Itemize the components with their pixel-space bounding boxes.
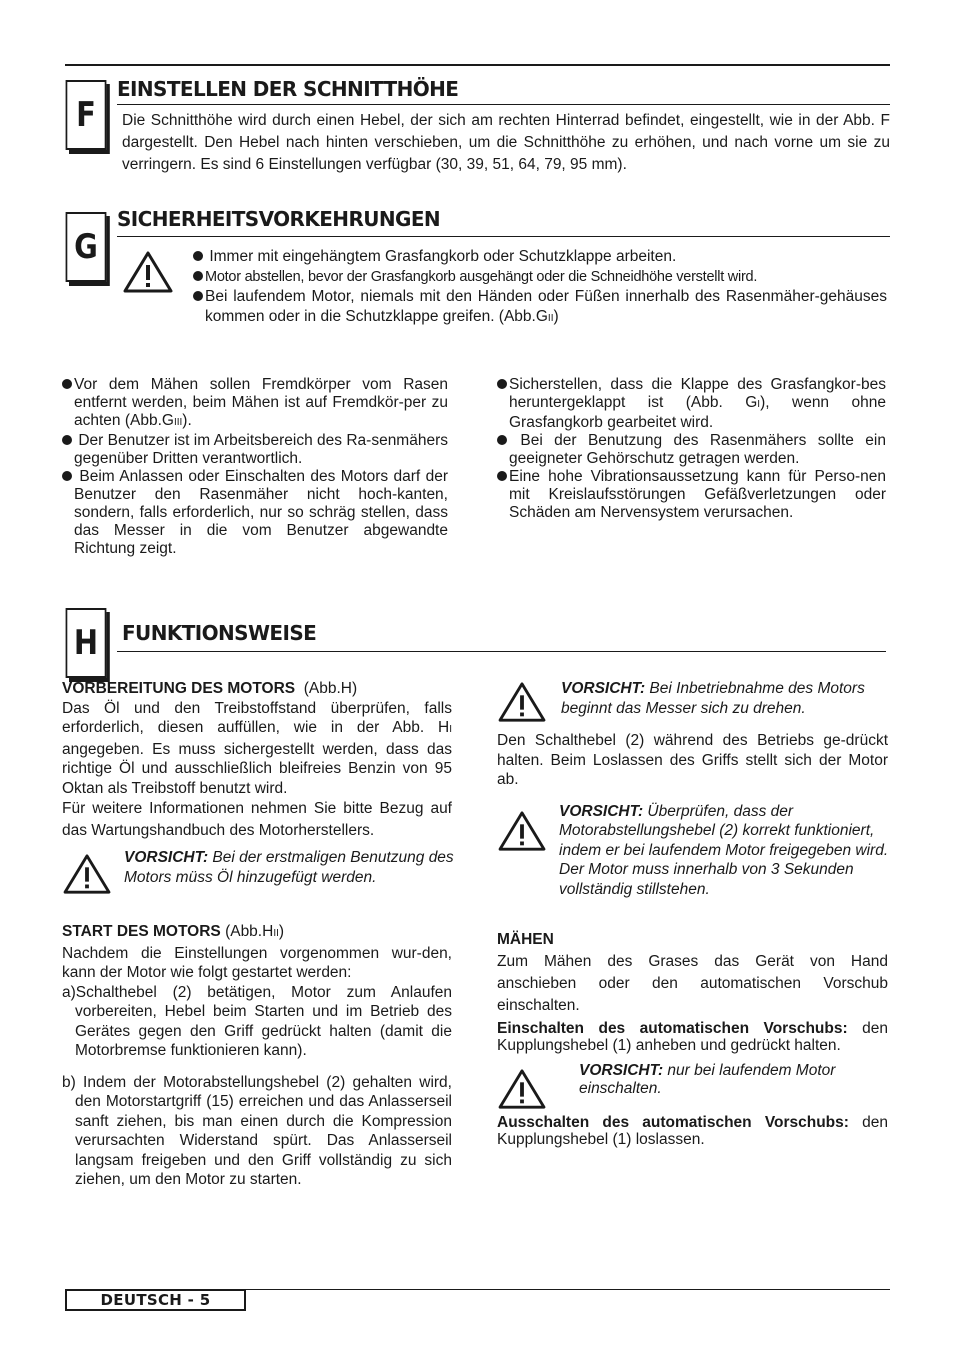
list-item: Der Benutzer ist im Arbeitsbereich des Ra-senmähers gegenüber Dritten verantwortlich. [62,432,448,468]
bullet-icon [62,471,72,481]
prep-text-more: Für weitere Informationen nehmen Sie bitte Bezug auf das Wartungshandbuch des Motorherstellers. [62,800,452,839]
section-h-left-column [62,679,452,1190]
bullet-icon [193,271,203,281]
section-g-rule [117,236,890,237]
section-f-rule [117,104,890,105]
list-item: Bei der Benutzung des Rasenmähers sollte ein geeigneter Gehörschutz getragen werden. [497,432,886,468]
bullet-icon [497,471,507,481]
section-g-right-column [497,376,886,522]
page-footer-label: DEUTSCH - 5 [65,1289,246,1311]
section-f-text: Die Schnitthöhe wird durch einen Hebel, der sich am rechten Hinterrad befindet, eingestellt, wie in der Abb. F dargestellt. Den Hebel nach hinten verschieben, um die Schnitthöhe zu erhöhen, und nach vorne um sie zu verringern. Es sind 6 Einstellungen verfügbar (30, 39, 51, 64, 79, 95 mm). [122,112,890,173]
bullet-icon [497,379,507,389]
section-h-title: FUNKTIONSWEISE [122,621,317,645]
bullet-icon [193,251,203,261]
warning-box-4: VORSICHT: nur bei laufendem Motor einschalten. [497,1062,888,1114]
prep-text: Das Öl und den Treibstoffstand überprüfen, falls erforderlich, diesen auffüllen, wie in der Abb. HI angegeben. Es muss sichergestellt werden, dass das richtige Öl und ausschließlich bleifreies Benzin von 95 Oktan als Treibstoff benutzt wird. [62,699,452,797]
top-rule [65,64,890,66]
mow-heading: MÄHEN [497,930,554,948]
section-g-left-column [62,376,448,558]
warning-box-3: VORSICHT: Überprüfen, dass der Motorabstellungshebel (2) korrekt funktioniert, indem er bei laufendem Motor freigegeben wird. Der Motor muss innerhalb von 3 Sekunden vollständig stillstehen. [497,802,888,926]
warning-item-3: Bei laufendem Motor, niemals mit den Händen oder Füßen innerhalb des Rasenmäher-gehäuses kommen oder in die Schutzklappe greifen. (Abb.GII) [193,287,887,329]
start-heading: START DES MOTORS (Abb.HII) [62,923,285,940]
engage-text: Einschalten des automatischen Vorschubs: den Kupplungshebel (1) anheben und gedrückt halten. [497,1020,888,1054]
warning-icon [62,853,112,895]
prep-heading: VORBEREITUNG DES MOTORS (Abb.H) [62,680,358,697]
warning-item-1: Immer mit eingehängtem Grasfangkorb oder Schutzklappe arbeiten. [193,247,893,267]
section-f-title: EINSTELLEN DER SCHNITTHÖHE [117,77,459,101]
warning-item-2: Motor abstellen, bevor der Grasfangkorb ausgehängt oder die Schneidhöhe verstellt wird. [193,267,893,287]
bullet-icon [62,435,72,445]
warning-icon [497,810,547,852]
warning-icon [497,1068,547,1110]
mow-text: Zum Mähen des Grases das Gerät von Hand anschieben oder den automatischen Vorschub einschalten. [497,953,888,1014]
disengage-text: Ausschalten des automatischen Vorschubs: den Kupplungshebel (1) loslassen. [497,1114,888,1148]
section-h-rule [117,651,886,652]
warning-box-2: VORSICHT: Bei Inbetriebnahme des Motors beginnt das Messer sich zu drehen. [497,679,888,727]
section-h-letter: H [66,608,107,678]
bullet-icon [497,435,507,445]
list-item: Sicherstellen, dass die Klappe des Grasfangkor-bes heruntergeklappt ist (Abb. GI), wenn ohne Grasfangkorb gearbeitet wird. [497,376,886,432]
step-b: b) Indem der Motorabstellungshebel (2) gehalten wird, den Motorstartgriff (15) erreichen und das Anlasserseil sanft ziehen, bis man einen durch die Kompression verursachten Widerstand spürt. Das Anlasserseil langsam freigeben und den Griff vollständig zu sich ziehen, um den Motor zu starten. [62,1073,452,1188]
section-f-letter: F [66,80,107,150]
list-item: Beim Anlassen oder Einschalten des Motors darf der Benutzer den Rasenmäher nicht hoch-kanten, sondern, falls erforderlich, nur so schräg stellen, dass das Messer in die vom Benutzer abgewandte Richtung zeigt. [62,468,448,558]
lever-text: Den Schalthebel (2) während des Betriebs ge-drückt halten. Beim Loslassen des Griffs stellt sich der Motor ab. [497,732,888,788]
warning-box-1: VORSICHT: Bei der erstmaligen Benutzung des Motors müss Öl hinzugefügt werden. [62,848,452,914]
section-g-letter: G [66,212,107,282]
warning-icon [497,681,547,723]
start-text: Nachdem die Einstellungen vorgenommen wur-den, kann der Motor wie folgt gestartet werden: [62,944,452,981]
section-g-title: SICHERHEITSVORKEHRUNGEN [117,207,441,231]
section-h-right-column [497,679,888,1148]
step-a: a)Schalthebel (2) betätigen, Motor zum Anlaufen vorbereiten, Hebel beim Starten und im Betrieb des Gerätes gegen den Griff gedrückt halten (damit die Motorbremse funktionieren kann). [62,983,452,1059]
section-g-warning-list [193,247,893,329]
bullet-icon [193,291,203,301]
bullet-icon [62,379,72,389]
warning-icon [122,250,174,294]
list-item: Vor dem Mähen sollen Fremdkörper vom Rasen entfernt werden, beim Mähen ist auf Fremdkör-per zu achten (Abb.GIII). [62,376,448,432]
list-item: Eine hohe Vibrationsaussetzung kann für Perso-nen mit Kreislaufsstörungen Gefäßverletzungen oder Schäden am Nervensystem verursachen. [497,468,886,522]
